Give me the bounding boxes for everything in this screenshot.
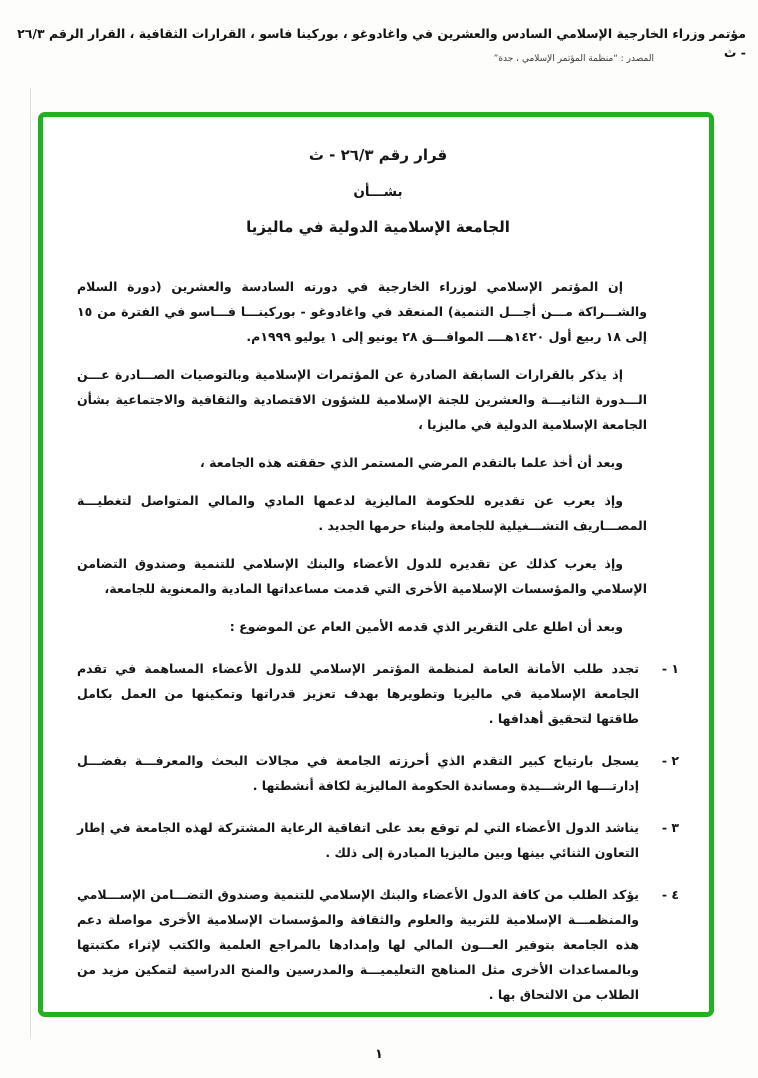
- operative-item: [77, 748, 679, 798]
- item-text: يؤكد الطلب من كافة الدول الأعضاء والبنك الإسلامي للتنمية وصندوق التضـــامن الإســـلامي والمنظمـــة الإسلامية للتربية والعلوم والثقافة والمؤسسات الإسلامية الأخرى مواصلة دعم هذه الجامعة بتوفير العـــون المالي لها وإمدادها بالمراجع العلمية والكتب لإثراء مكتبتها وبالمساعدات الأخرى مثل المناهج التعليميـــة والمدرسين والمنح الدراسية لتمكين مزيد من الطلاب من الالتحاق بها .: [77, 887, 639, 1002]
- preamble-paragraph: إذ يذكر بالقرارات السابقة الصادرة عن المؤتمرات الإسلامية وبالتوصيات الصـــادرة عـــن الـــدورة الثانيـــة والعشرين للجنة الإسلامية للشؤون الاقتصادية والثقافية والاجتماعية بشأن الجامعة الإسلامية الدولية في ماليزيا ،: [77, 367, 647, 432]
- operative-item: [77, 656, 679, 731]
- document-frame: [38, 112, 714, 1017]
- item-text: يناشد الدول الأعضاء التي لم توقع بعد على اتفاقية الرعاية المشتركة لهذه الجامعة في إطار التعاون الثنائي بينها وبين ماليزيا المبادرة إلى ذلك .: [77, 820, 639, 860]
- preamble-paragraph: وإذ يعرب كذلك عن تقديره للدول الأعضاء والبنك الإسلامي للتنمية وصندوق التضامن الإسلامي والمؤسسات الإسلامية الأخرى التي قدمت مساعداتها المادية والمعنوية للجامعة،: [77, 556, 647, 596]
- item-number: ٤ -: [661, 887, 679, 902]
- preamble-paragraph: وبعد أن اطلع على التقرير الذي قدمه الأمين العام عن الموضوع :: [229, 619, 623, 634]
- item-number: ٣ -: [661, 820, 679, 835]
- preamble-paragraph: وبعد أن أخذ علما بالتقدم المرضي المستمر الذي حققته هذه الجامعة ،: [200, 455, 623, 470]
- preamble-paragraph: وإذ يعرب عن تقديره للحكومة الماليزية لدعمها المادي والمالي المتواصل لتغطيـــة المصـــاريف التشـــغيلية للجامعة ولبناء حرمها الجديد .: [77, 493, 647, 533]
- header-citation: مؤتمر وزراء الخارجية الإسلامي السادس والعشرين في واغادوغو ، بوركينا فاسو ، القرارات الثقافية ، القرار الرقم ٢٦/٣ - ث: [17, 26, 746, 60]
- resolution-subject-title: الجامعة الإسلامية الدولية في ماليزيا: [246, 218, 510, 236]
- item-text: تجدد طلب الأمانة العامة لمنظمة المؤتمر الإسلامي للدول الأعضاء المساهمة في تقدم الجامعة الإسلامية في ماليزيا وتطويرها بهدف تعزيز قدراتها وتمكينها من العمل بكامل طاقتها لتحقيق أهدافها .: [77, 661, 639, 726]
- resolution-body: [43, 117, 709, 1012]
- resolution-subject-label: بشـــأن: [353, 184, 403, 200]
- preamble-paragraph: إن المؤتمر الإسلامي لوزراء الخارجية في دورته السادسة والعشرين (دورة السلام والشـــراكة مـــن أجـــل التنمية) المنعقد في واغادوغو - بوركينـــا فـــاسو في الفترة من ١٥ إلى ١٨ ربيع أول ١٤٢٠هــــ الموافـــق ٢٨ يونيو إلى ١ يوليو ١٩٩٩م.: [77, 279, 647, 344]
- scan-artifact-line: [30, 88, 31, 1038]
- operative-item: [77, 815, 679, 865]
- operative-item: [77, 882, 679, 1007]
- page-number: ١: [375, 1047, 383, 1062]
- item-number: ٢ -: [661, 753, 679, 768]
- item-text: يسجل بارتياح كبير التقدم الذي أحرزته الجامعة في مجالات البحث والمعرفـــة بفضـــل إدارتـــها الرشـــيدة ومساندة الحكومة الماليزية لكافة أنشطتها .: [77, 753, 639, 793]
- source-citation: المصدر : “منظمة المؤتمر الإسلامي ، جدة”: [493, 54, 654, 64]
- resolution-number-title: قرار رقم ٢٦/٣ - ث: [308, 146, 448, 164]
- item-number: ١ -: [661, 661, 679, 676]
